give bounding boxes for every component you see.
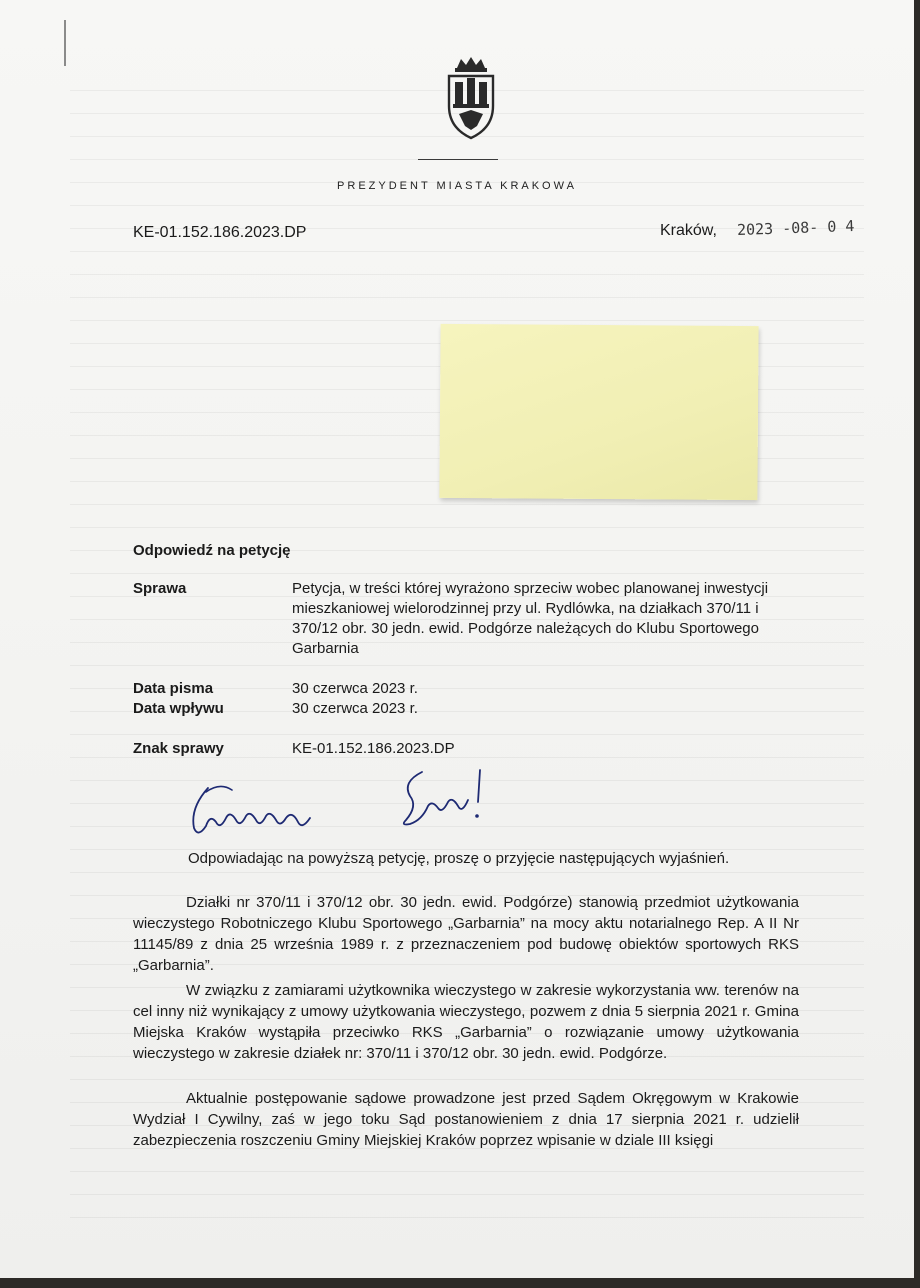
- signature-initials-left: [180, 778, 330, 842]
- show-through-text: [70, 90, 864, 1240]
- signature-initials-right: [392, 762, 502, 834]
- received-date: 30 czerwca 2023 r.: [292, 700, 418, 717]
- paragraph-1: Działki nr 370/11 i 370/12 obr. 30 jedn. ewid. Podgórze) stanowią przedmiot użytkowania wieczystego Robotniczego Klubu Sportowego „Garbarnia” na mocy aktu notarialnego Rep. A II Nr 11145/89 z dnia 25 września 1989 r. z przeznaczeniem pod budowę obiektów sportowych RKS „Garbarnia”.: [133, 894, 799, 974]
- sticky-note: [439, 324, 758, 500]
- paragraph-3: Aktualnie postępowanie sądowe prowadzone jest przed Sądem Okręgowym w Krakowie Wydział I Cywilny, zaś w jego toku Sąd postanowieniem z dnia 17 sierpnia 2021 r. udzielił zabezpieczenia roszczeniu Gminy Miejskiej Kraków poprzez wpisanie w dziale III księgi: [133, 1090, 799, 1149]
- letter-date-label: Data pisma: [133, 680, 214, 697]
- subject-text: Petycja, w treści której wyrażono sprzeciw wobec planowanej inwestycji mieszkaniowej wielorodzinnej przy ul. Rydlówka, na działkach 370/11 i 370/12 obr. 30 jedn. ewid. Podgórze należących do Klubu Sportowego Garbarnia: [292, 580, 769, 657]
- case-label: Znak sprawy: [133, 740, 224, 757]
- case-ref: KE-01.152.186.2023.DP: [292, 740, 455, 757]
- header-rule: [418, 159, 498, 160]
- office-title: PREZYDENT MIASTA KRAKOWA: [337, 180, 577, 192]
- intro-sentence: Odpowiadając na powyższą petycję, proszę o przyjęcie następujących wyjaśnień.: [188, 850, 730, 867]
- reply-heading: Odpowiedź na petycję: [133, 542, 291, 559]
- krakow-coat-of-arms-icon: [443, 54, 499, 140]
- letter-date: 30 czerwca 2023 r.: [292, 680, 418, 697]
- reference-number: KE-01.152.186.2023.DP: [133, 224, 307, 241]
- scan-border: [0, 1278, 920, 1288]
- paragraph-2: W związku z zamiarami użytkownika wieczystego w zakresie wykorzystania ww. terenów na cel inny niż wynikający z umowy użytkowania wieczystego, pozwem z dnia 5 sierpnia 2021 r. Gmina Miejska Kraków wystąpiła przeciwko RKS „Garbarnia” o rozwiązanie umowy użytkowania wieczystego w zakresie działek nr: 370/11 i 370/12 obr. 30 jedn. ewid. Podgórze.: [133, 982, 799, 1062]
- subject-label: Sprawa: [133, 580, 187, 597]
- place-label: Kraków,: [660, 222, 717, 239]
- margin-mark: [64, 20, 66, 66]
- received-date-label: Data wpływu: [133, 700, 224, 717]
- date-stamp: 2023 -08- 0 4: [736, 216, 855, 240]
